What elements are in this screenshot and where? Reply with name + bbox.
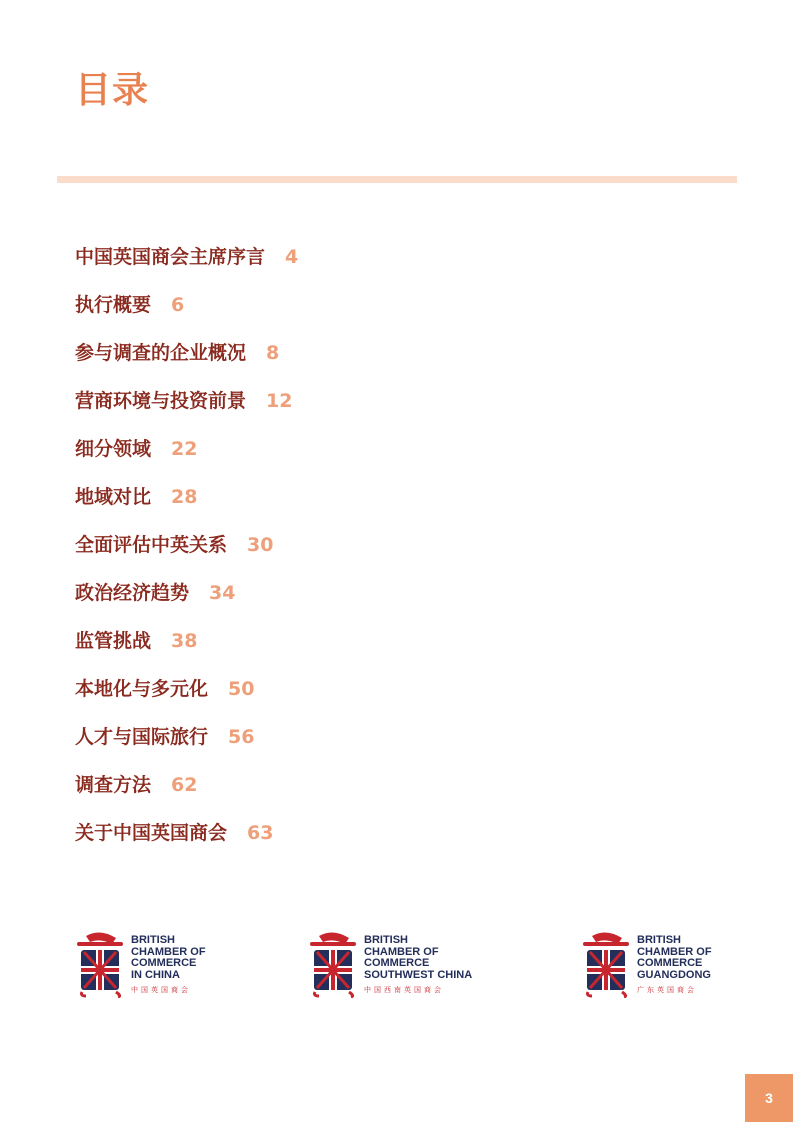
logo-bcc-southwest-china bbox=[309, 930, 472, 1000]
toc-item-page: 50 bbox=[228, 678, 255, 700]
page-number: 3 bbox=[745, 1074, 793, 1122]
toc-item-page: 62 bbox=[171, 774, 198, 796]
toc-item[interactable] bbox=[75, 576, 298, 624]
toc-item-title: 关于中国英国商会 bbox=[75, 822, 228, 844]
toc-item[interactable] bbox=[75, 432, 298, 480]
logo-text-line: SOUTHWEST CHINA bbox=[364, 968, 473, 981]
logo-text-line: COMMERCE bbox=[364, 957, 430, 969]
toc-item-title: 政治经济趋势 bbox=[75, 582, 190, 604]
toc-item-title: 本地化与多元化 bbox=[75, 678, 209, 700]
toc-item-title: 地域对比 bbox=[75, 486, 152, 508]
toc-item[interactable] bbox=[75, 672, 298, 720]
toc-item[interactable] bbox=[75, 720, 298, 768]
table-of-contents bbox=[75, 240, 298, 864]
chamber-logo-icon bbox=[309, 930, 357, 998]
toc-item-page: 8 bbox=[266, 342, 280, 364]
toc-item-title: 人才与国际旅行 bbox=[75, 726, 209, 748]
chamber-logo-icon bbox=[582, 930, 630, 998]
toc-item-title: 参与调查的企业概况 bbox=[75, 342, 247, 364]
logo-text-line: COMMERCE bbox=[637, 957, 703, 969]
logo-text-line: CHAMBER OF bbox=[637, 945, 712, 958]
logo-text-line: BRITISH bbox=[364, 934, 408, 946]
logo-chinese-name: 中国英国商会 bbox=[131, 986, 191, 994]
logo-chinese-name: 中国西南英国商会 bbox=[364, 986, 444, 994]
toc-item[interactable] bbox=[75, 288, 298, 336]
toc-item-title: 营商环境与投资前景 bbox=[75, 390, 247, 412]
toc-item-title: 调查方法 bbox=[75, 774, 152, 796]
logo-text-line: BRITISH bbox=[131, 934, 175, 946]
logo-text-line: GUANGDONG bbox=[637, 968, 711, 981]
toc-item-title: 监管挑战 bbox=[75, 630, 152, 652]
toc-item-title: 执行概要 bbox=[75, 294, 152, 316]
logo-text-line: BRITISH bbox=[637, 934, 681, 946]
toc-item-page: 22 bbox=[171, 438, 198, 460]
toc-item-page: 28 bbox=[171, 486, 198, 508]
toc-item-page: 30 bbox=[247, 534, 274, 556]
toc-item-page: 63 bbox=[247, 822, 274, 844]
divider bbox=[57, 176, 737, 183]
logo-bcc-china bbox=[76, 930, 206, 1000]
toc-item-page: 38 bbox=[171, 630, 198, 652]
toc-item-title: 全面评估中英关系 bbox=[75, 534, 228, 556]
toc-item[interactable] bbox=[75, 240, 298, 288]
toc-item-page: 4 bbox=[285, 246, 299, 268]
toc-item[interactable] bbox=[75, 480, 298, 528]
chamber-logo-icon bbox=[76, 930, 124, 998]
logo-text-line: CHAMBER OF bbox=[131, 945, 206, 958]
logo-bcc-guangdong bbox=[582, 930, 712, 1000]
toc-item-page: 56 bbox=[228, 726, 255, 748]
toc-item-page: 12 bbox=[266, 390, 293, 412]
toc-item-page: 34 bbox=[209, 582, 236, 604]
toc-item[interactable] bbox=[75, 336, 298, 384]
toc-item-page: 6 bbox=[171, 294, 185, 316]
logo-text-line: IN CHINA bbox=[131, 968, 180, 981]
page-title: 目录 bbox=[75, 70, 150, 111]
toc-item[interactable] bbox=[75, 528, 298, 576]
toc-item[interactable] bbox=[75, 816, 298, 864]
toc-item-title: 中国英国商会主席序言 bbox=[75, 246, 266, 268]
toc-item-title: 细分领域 bbox=[75, 438, 152, 460]
logo-chinese-name: 广东英国商会 bbox=[637, 986, 697, 994]
logo-text-line: COMMERCE bbox=[131, 957, 197, 969]
toc-item[interactable] bbox=[75, 768, 298, 816]
toc-item[interactable] bbox=[75, 624, 298, 672]
toc-item[interactable] bbox=[75, 384, 298, 432]
logo-text-line: CHAMBER OF bbox=[364, 945, 439, 958]
